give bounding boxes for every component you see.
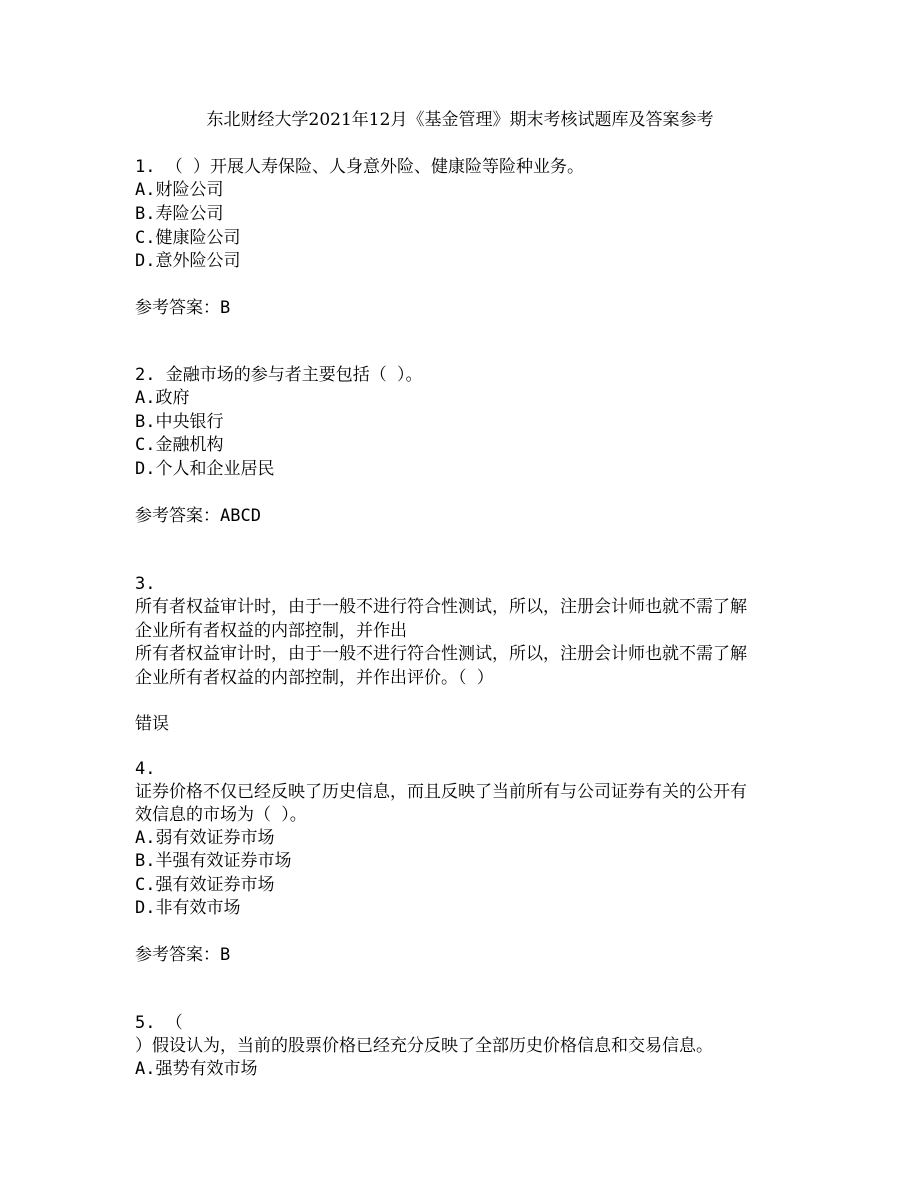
question-1-stem: 1. （ ）开展人寿保险、人身意外险、健康险等险种业务。: [135, 157, 584, 177]
question-4-number: 4.: [135, 759, 156, 779]
question-2-answer: 参考答案：ABCD: [135, 506, 261, 526]
page-title: 东北财经大学2021年12月《基金管理》期末考核试题库及答案参考: [206, 110, 714, 130]
question-4-option-b: B.半强有效证券市场: [135, 851, 292, 871]
question-4-stem-line: 证券价格不仅已经反映了历史信息，而且反映了当前所有与公司证券有关的公开有: [135, 782, 747, 802]
question-4-stem-line: 效信息的市场为（ ）。: [135, 805, 307, 825]
question-1-option-c: C.健康险公司: [135, 228, 241, 248]
question-2-option-d: D.个人和企业居民: [135, 459, 275, 479]
question-3-stem-line: 所有者权益审计时，由于一般不进行符合性测试，所以，注册会计师也就不需了解: [135, 597, 747, 617]
question-5-number: 5. （: [135, 1013, 183, 1033]
question-1-answer: 参考答案：B: [135, 298, 231, 318]
question-5-stem-line: ）假设认为，当前的股票价格已经充分反映了全部历史价格信息和交易信息。: [135, 1036, 713, 1056]
question-1-option-a: A.财险公司: [135, 180, 224, 200]
question-2-option-b: B.中央银行: [135, 412, 224, 432]
question-3-stem-line: 企业所有者权益的内部控制，并作出: [135, 621, 407, 641]
question-4-answer: 参考答案：B: [135, 945, 231, 965]
question-1-option-b: B.寿险公司: [135, 204, 224, 224]
question-3-number: 3.: [135, 574, 156, 594]
question-2-option-a: A.政府: [135, 388, 190, 408]
question-2-stem: 2. 金融市场的参与者主要包括（ ）。: [135, 365, 423, 385]
question-1-option-d: D.意外险公司: [135, 251, 241, 271]
question-4-option-c: C.强有效证券市场: [135, 875, 275, 895]
question-4-option-d: D.非有效市场: [135, 898, 241, 918]
question-3-answer: 错误: [135, 714, 169, 734]
question-5-option-a: A.强势有效市场: [135, 1059, 258, 1079]
question-4-option-a: A.弱有效证券市场: [135, 828, 275, 848]
question-2-option-c: C.金融机构: [135, 435, 224, 455]
question-3-stem-line: 所有者权益审计时，由于一般不进行符合性测试，所以，注册会计师也就不需了解: [135, 644, 747, 664]
question-3-stem-line: 企业所有者权益的内部控制，并作出评价。（ ）: [135, 668, 494, 688]
